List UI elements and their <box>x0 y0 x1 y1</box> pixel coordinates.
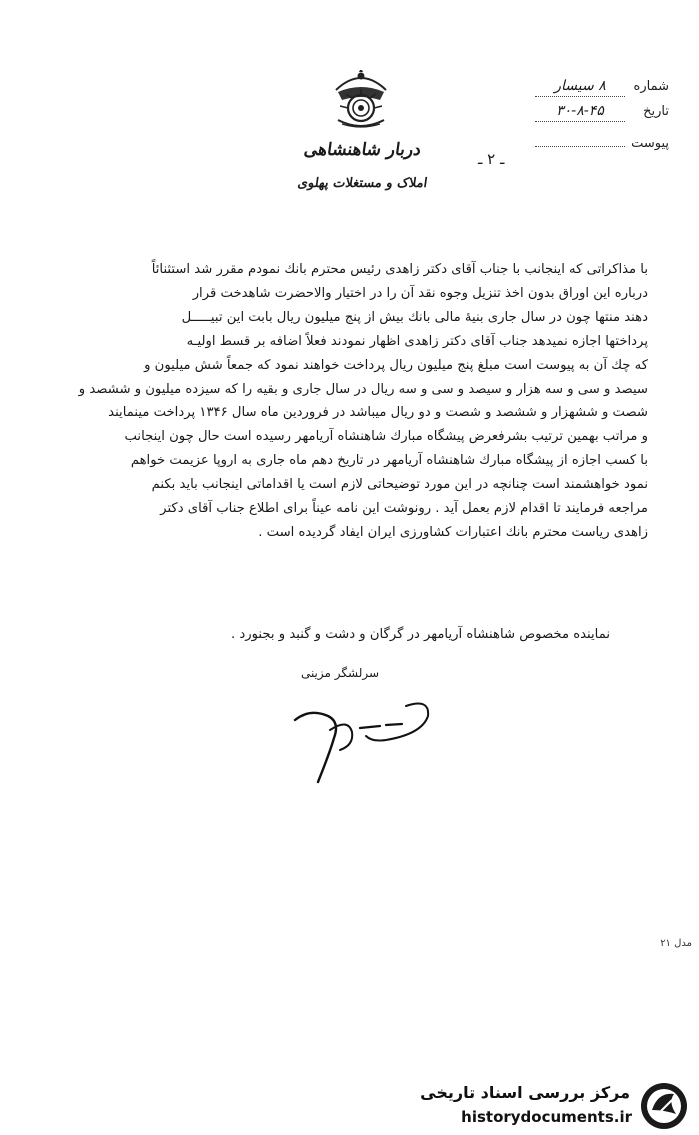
watermark <box>414 1080 692 1132</box>
letter-line: سیصد و سی و سه هزار و سیصد و سی و سه ریال در سال جاری و بقیه را که سیزده میلیون و ششصد و <box>78 381 648 397</box>
watermark-url: historydocuments.ir <box>461 1108 632 1126</box>
attachment-value <box>535 128 625 147</box>
letter-line: زاهدی ریاست محترم بانك اعتبارات کشاورزی ایران ایفاد گردیده است . <box>258 524 648 540</box>
letter-line: پرداختها اجازه نمیدهد جناب آقای دکتر زاهدی اظهار نمودند فعلاً اضافه بر قسط اولیـه <box>186 333 648 349</box>
letter-line: نمود خواهشمند است چنانچه در این مورد توضیحاتی لازم است یا اقداماتی اینجانب باید بکنم <box>151 477 648 493</box>
letter-line: شصت و ششهزار و ششصد و شصت و دو ریال میباشد در فروردین ماه سال ۱۳۴۶ پرداخت مینمایند <box>108 405 648 421</box>
letter-line: با مذاکراتی که اینجانب با جناب آقای دکتر زاهدی رئیس محترم بانك نمودم مقرر شد استثنائاً <box>151 262 648 277</box>
signatory-title: نماینده مخصوص شاهنشاه آریامهر در گرگان و دشت و گنبد و بجنورد . <box>230 627 610 642</box>
watermark-title: مرکز بررسی اسناد تاریخی <box>420 1083 630 1102</box>
letter-line: دهند منتها چون در سال جاری بنیۀ مالی بانك بیش از پنج میلیون ریال بابت این تبیـــــل <box>181 309 648 325</box>
letterhead-subtitle: املاک و مستغلات پهلوی <box>296 176 429 191</box>
handwritten-signature-icon <box>290 690 440 790</box>
letter-line: که چك آن به پیوست است مبلغ پنج میلیون ریال پرداخت خواهند نمود که جمعاً شش میلیون و <box>144 357 648 373</box>
attachment-label: پیوست <box>631 136 669 151</box>
number-value: ۸ سیسار <box>535 78 625 97</box>
meta-date-row <box>529 103 669 128</box>
letter-line: مراجعه فرمایند تا اقدام لازم بعمل آید . رونوشت این نامه عیناً برای اطلاع جناب آقای دکتر <box>160 501 648 517</box>
number-label: شماره <box>633 79 669 94</box>
meta-number-row <box>529 78 669 103</box>
letterhead-title: دربار شاهنشاهی <box>302 140 423 160</box>
pahlavi-crown-emblem-icon <box>328 70 394 132</box>
letter-meta <box>529 78 669 153</box>
letter-line: با کسب اجازه از پیشگاه مبارك شاهنشاه آریامهر در تاریخ دهم ماه جاری به اروپا عزیمت خواهم <box>130 453 648 469</box>
signatory-rank: سرلشگر مزینی <box>300 666 380 680</box>
letter-body <box>58 258 648 545</box>
meta-attachment-row <box>529 128 669 153</box>
date-label: تاریخ <box>643 104 669 119</box>
form-number: مدل ۲۱ <box>660 938 692 949</box>
letter-line: درباره این اوراق بدون اخذ تنزیل وجوه نقد آن را در اختیار والاحضرت شاهدخت قرار <box>192 285 648 301</box>
archive-center-logo-icon <box>638 1080 690 1132</box>
page-number: ـ ۲ ـ <box>478 150 505 168</box>
letter-line: و مراتب بهمین ترتیب بشرفعرض پیشگاه مبارك شاهنشاه آریامهر رسیده است حال چون اینجانب <box>124 429 648 445</box>
date-value: ۳۰-۸-۴۵ <box>535 103 625 122</box>
